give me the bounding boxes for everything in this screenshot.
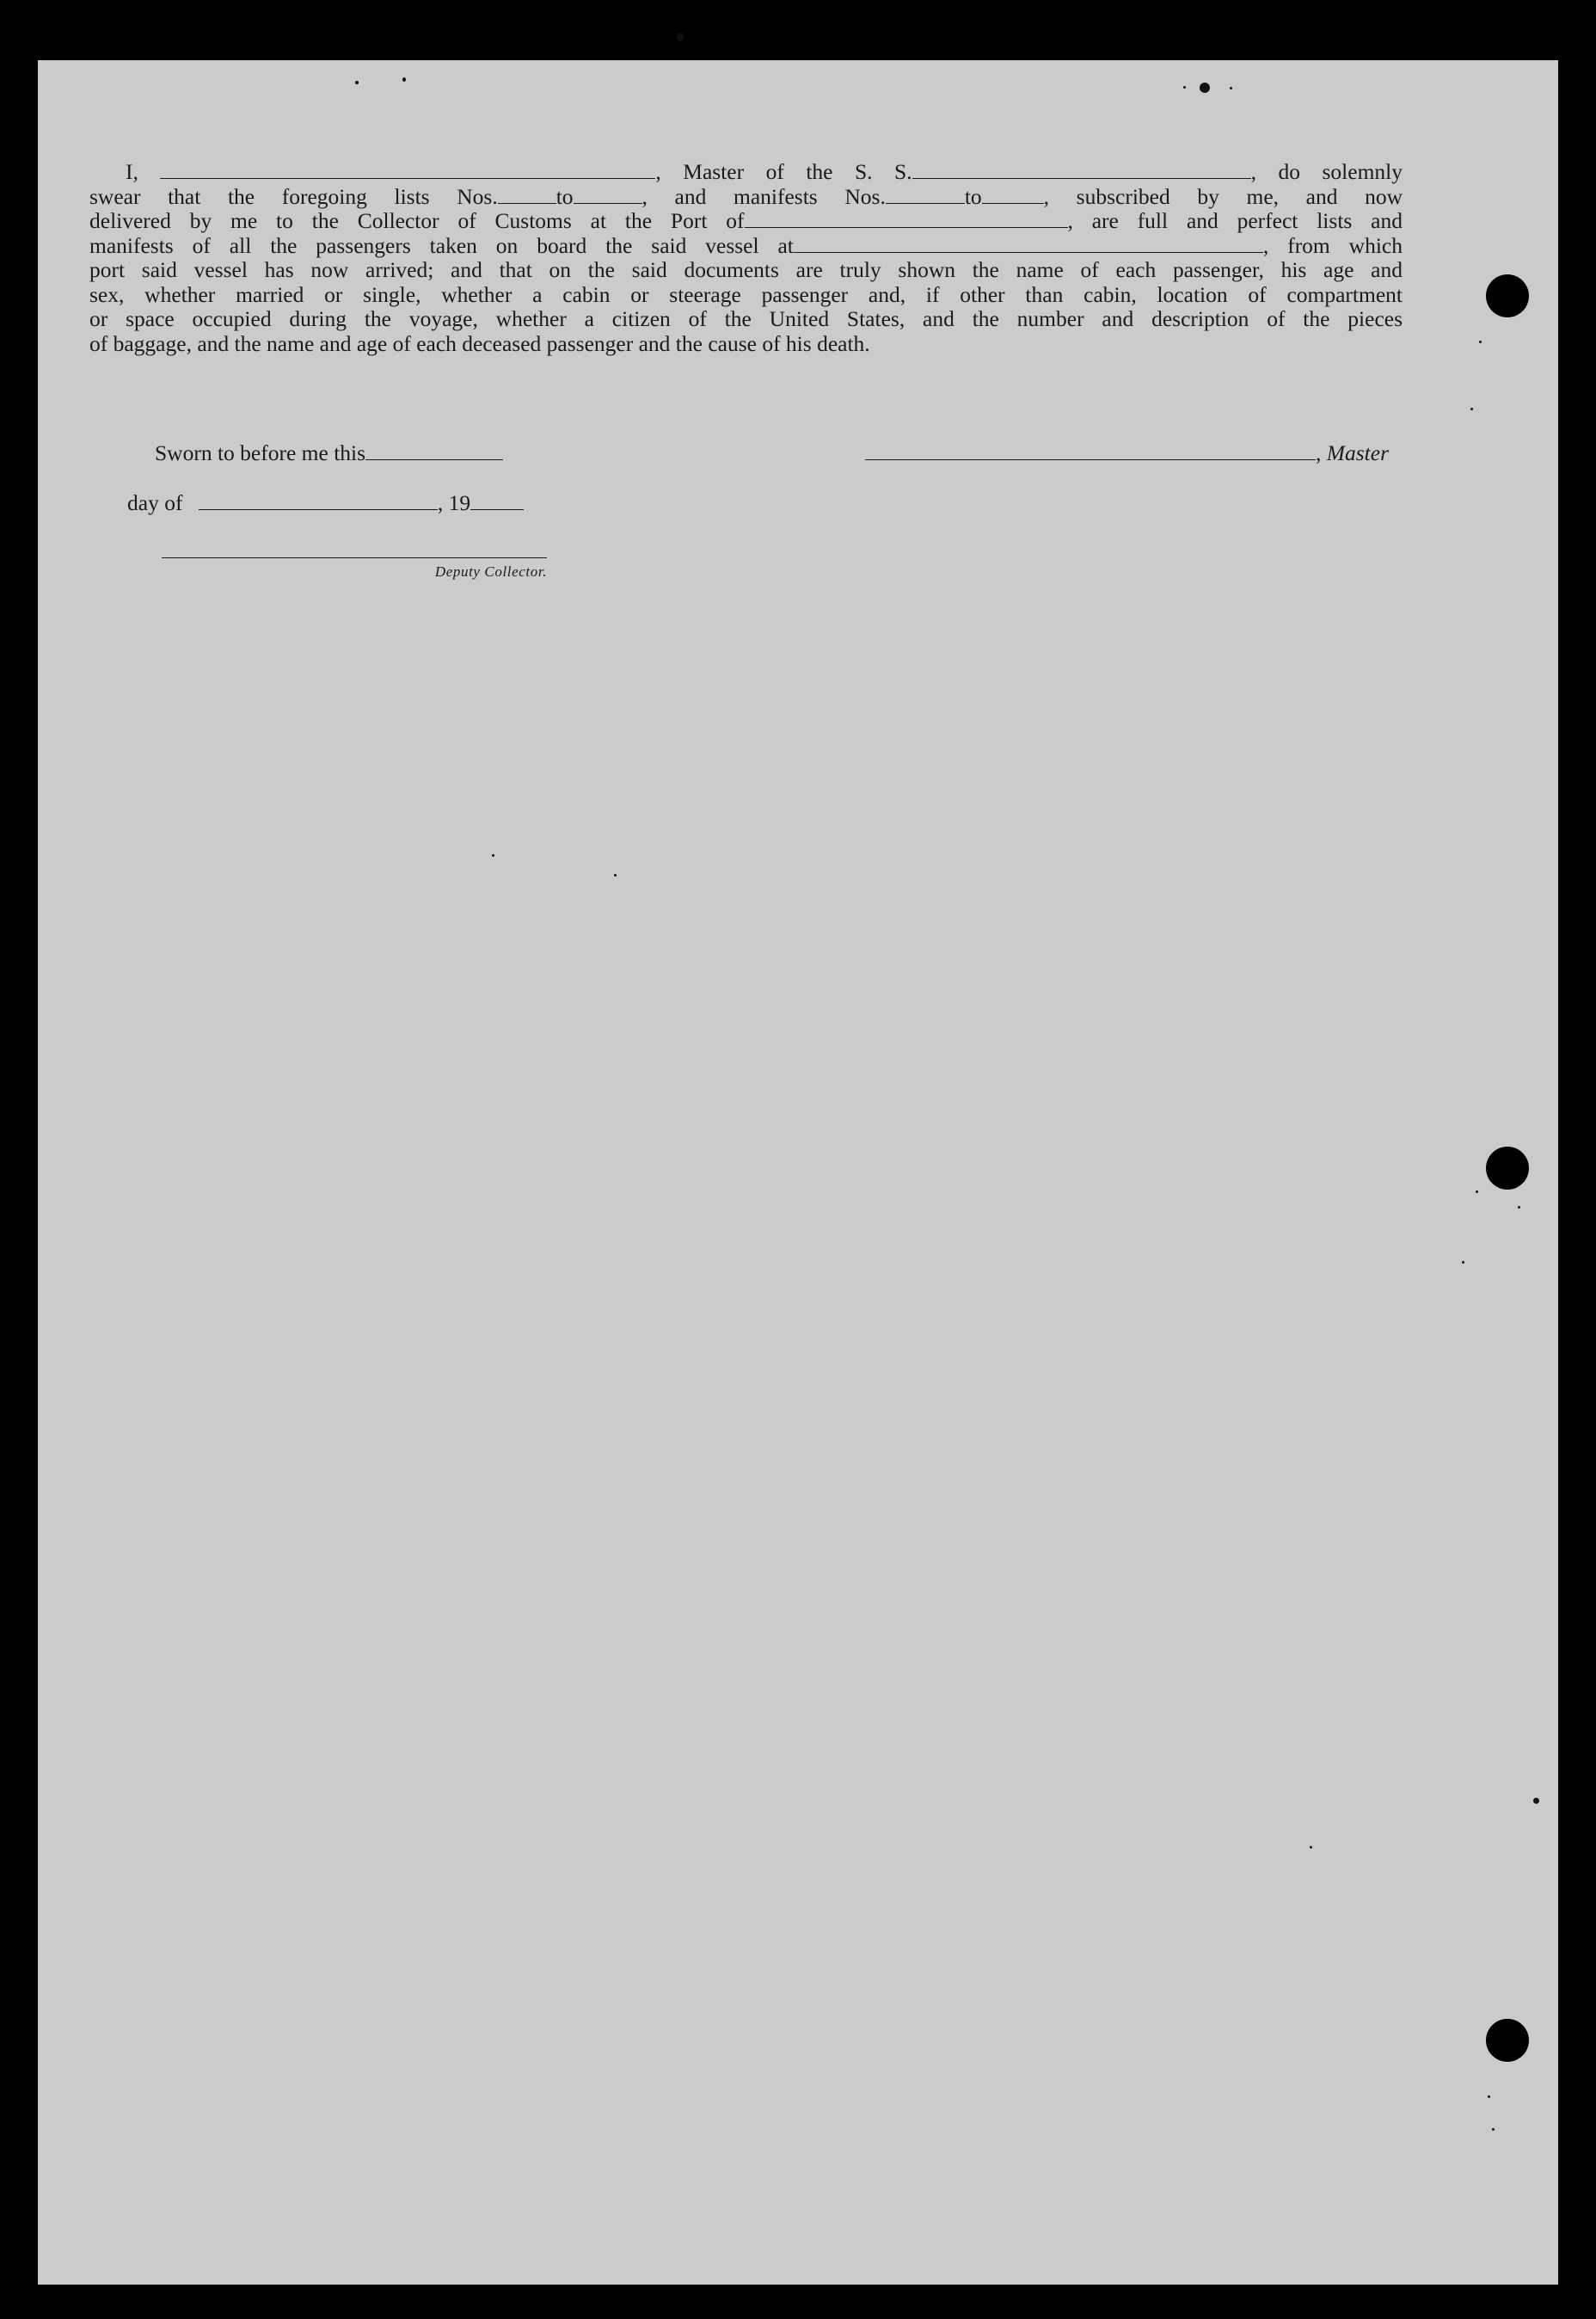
lists-from-blank — [498, 186, 556, 204]
master-name-blank — [160, 161, 655, 179]
oath-text: , are full and perfect lists and — [1067, 208, 1403, 233]
sworn-day-blank — [365, 442, 503, 460]
scan-speck — [1476, 1190, 1478, 1193]
sworn-row — [155, 440, 503, 466]
punch-hole — [1486, 1147, 1529, 1190]
scan-speck — [1492, 2128, 1495, 2131]
oath-text: , from which — [1262, 232, 1403, 258]
oath-line — [89, 209, 1403, 234]
scan-speck — [1462, 1261, 1464, 1264]
oath-text: , Master of the S. S. — [655, 159, 912, 184]
oath-text: delivered by me to the Collector of Customs at the Port of — [89, 208, 745, 233]
departure-port-blank — [794, 235, 1263, 253]
scan-speck — [614, 874, 617, 877]
day-of-row — [127, 490, 524, 516]
master-signature-row — [865, 440, 1389, 466]
deputy-collector-label: Deputy Collector. — [434, 563, 547, 580]
oath-line: sex, whether married or single, whether a cabin or steerage passenger and, if other than cabin, location of compartment — [89, 281, 1403, 307]
oath-paragraph — [89, 160, 1403, 356]
oath-line — [89, 185, 1403, 210]
manifests-from-blank — [886, 186, 965, 204]
document-sheet — [38, 60, 1558, 2285]
oath-text: , and manifests Nos. — [641, 183, 886, 209]
oath-line: of baggage, and the name and age of each deceased passenger and the cause of his death. — [89, 330, 870, 356]
master-sep: , — [1316, 440, 1322, 465]
scan-speck — [1518, 1206, 1520, 1209]
vessel-name-blank — [912, 161, 1251, 179]
master-label: Master — [1326, 440, 1389, 465]
scan-speck — [1230, 87, 1232, 89]
scan-speck — [1479, 341, 1482, 343]
punch-hole — [1486, 274, 1529, 317]
scan-speck — [1488, 2095, 1490, 2098]
oath-line: or space occupied during the voyage, whether a citizen of the United States, and the number and description of the pieces — [89, 306, 1403, 331]
deputy-signature-line — [162, 557, 547, 558]
scan-speck — [1533, 1798, 1539, 1804]
port-blank — [745, 210, 1068, 228]
oath-text: manifests of all the passengers taken on board the said vessel at — [89, 232, 794, 258]
scan-speck — [1310, 1846, 1312, 1848]
manifests-to-blank — [982, 186, 1044, 204]
day-of-text: day of — [127, 490, 183, 515]
year-prefix: , 19 — [437, 490, 471, 515]
month-blank — [199, 492, 438, 510]
oath-line — [89, 160, 1403, 185]
oath-text: , subscribed by me, and now — [1043, 183, 1403, 209]
scan-speck — [1183, 86, 1186, 89]
master-signature-blank — [865, 442, 1316, 460]
oath-line: port said vessel has now arrived; and that on the said documents are truly shown the name of each passenger, his age and — [89, 257, 1403, 282]
punch-hole — [1486, 2019, 1529, 2062]
sworn-text: Sworn to before me this — [155, 440, 366, 465]
scan-speck — [492, 854, 494, 857]
lists-to-blank — [574, 186, 642, 204]
scan-speck — [1470, 408, 1473, 410]
oath-text: I, — [126, 159, 138, 184]
oath-text: to — [556, 183, 574, 209]
scan-speck — [402, 77, 406, 82]
oath-text: to — [964, 183, 982, 209]
scan-speck — [355, 81, 359, 84]
scan-speck — [677, 33, 684, 41]
year-blank — [470, 492, 524, 510]
oath-text: , do solemnly — [1250, 159, 1403, 184]
scan-speck — [1200, 83, 1210, 93]
oath-text: swear that the foregoing lists Nos. — [89, 183, 498, 209]
oath-line — [89, 234, 1403, 259]
